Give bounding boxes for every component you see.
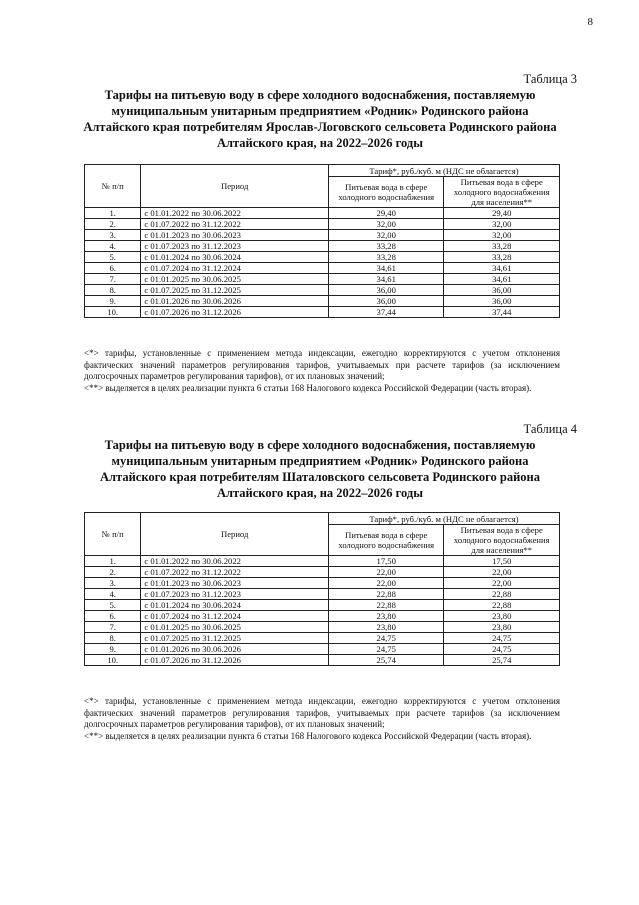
row-value-population: 34,61 [444, 263, 560, 274]
table-4-title [80, 437, 560, 501]
row-num: 5. [85, 252, 141, 263]
row-value-water: 33,28 [328, 241, 444, 252]
row-period: с 01.01.2026 по 30.06.2026 [141, 296, 329, 307]
header-tariff: Тариф*, руб./куб. м (НДС не облагается) [328, 513, 559, 525]
row-value-population: 33,28 [444, 241, 560, 252]
row-value-water: 23,80 [328, 611, 444, 622]
header-water-population: Питьевая вода в сфере холодного водоснабжения для населения** [444, 525, 560, 556]
row-num: 1. [85, 556, 141, 567]
table-row [85, 296, 560, 307]
header-water: Питьевая вода в сфере холодного водоснабжения [328, 525, 444, 556]
table-row [85, 589, 560, 600]
row-value-water: 22,00 [328, 567, 444, 578]
row-value-population: 29,40 [444, 208, 560, 219]
row-num: 9. [85, 644, 141, 655]
header-num: № п/п [85, 165, 141, 208]
footnote: <*> тарифы, установленные с применением метода индексации, ежегодно корректируются с учетом отклонения фактических значений параметров регулирования тарифов, учитываемых при расчете тарифов (за исключением долгосрочных параметров регулирования тарифов), от их плановых значений; [84, 348, 560, 381]
tariff-table-3 [84, 164, 560, 318]
row-value-water: 25,74 [328, 655, 444, 666]
table-row [85, 600, 560, 611]
row-value-population: 33,28 [444, 252, 560, 263]
header-water-population: Питьевая вода в сфере холодного водоснабжения для населения** [444, 177, 560, 208]
row-num: 6. [85, 611, 141, 622]
row-value-water: 34,61 [328, 263, 444, 274]
table-row [85, 644, 560, 655]
row-period: с 01.01.2023 по 30.06.2023 [141, 578, 329, 589]
header-period: Период [141, 165, 329, 208]
table-row [85, 622, 560, 633]
table-row [85, 655, 560, 666]
row-num: 2. [85, 567, 141, 578]
row-period: с 01.07.2026 по 31.12.2026 [141, 307, 329, 318]
row-value-population: 34,61 [444, 274, 560, 285]
row-value-water: 29,40 [328, 208, 444, 219]
table-row [85, 611, 560, 622]
row-value-population: 36,00 [444, 296, 560, 307]
footnote: <**> выделяется в целях реализации пункта 6 статьи 168 Налогового кодекса Российской Федерации (часть вторая). [84, 382, 532, 393]
row-period: с 01.01.2023 по 30.06.2023 [141, 230, 329, 241]
table-3-title [80, 87, 560, 151]
title-line: Алтайского края потребителям Шаталовского сельсовета Родинского района [100, 470, 540, 484]
footnote: <**> выделяется в целях реализации пункта 6 статьи 168 Налогового кодекса Российской Федерации (часть вторая). [84, 730, 532, 741]
title-line: Алтайского края, на 2022–2026 годы [216, 486, 424, 500]
title-line: Алтайского края, на 2022–2026 годы [216, 136, 424, 150]
table-row [85, 307, 560, 318]
row-num: 8. [85, 633, 141, 644]
table-row [85, 567, 560, 578]
header-water: Питьевая вода в сфере холодного водоснабжения [328, 177, 444, 208]
row-period: с 01.07.2026 по 31.12.2026 [141, 655, 329, 666]
row-value-water: 22,88 [328, 600, 444, 611]
row-num: 6. [85, 263, 141, 274]
row-value-water: 24,75 [328, 633, 444, 644]
title-line: Тарифы на питьевую воду в сфере холодного водоснабжения, поставляемую [104, 438, 536, 452]
row-value-water: 32,00 [328, 230, 444, 241]
row-value-water: 36,00 [328, 296, 444, 307]
row-value-water: 23,80 [328, 622, 444, 633]
header-tariff: Тариф*, руб./куб. м (НДС не облагается) [328, 165, 559, 177]
row-period: с 01.01.2024 по 30.06.2024 [141, 600, 329, 611]
row-period: с 01.07.2022 по 31.12.2022 [141, 219, 329, 230]
table-row [85, 219, 560, 230]
row-value-population: 17,50 [444, 556, 560, 567]
row-value-population: 32,00 [444, 230, 560, 241]
row-num: 3. [85, 230, 141, 241]
table-3-caption: Таблица 3 [523, 72, 577, 86]
row-period: с 01.07.2024 по 31.12.2024 [141, 611, 329, 622]
row-value-water: 32,00 [328, 219, 444, 230]
tariff-table-4 [84, 512, 560, 666]
table-row [85, 578, 560, 589]
row-value-water: 37,44 [328, 307, 444, 318]
row-value-water: 24,75 [328, 644, 444, 655]
table-row [85, 263, 560, 274]
table-row [85, 230, 560, 241]
row-period: с 01.01.2022 по 30.06.2022 [141, 556, 329, 567]
row-num: 1. [85, 208, 141, 219]
row-num: 9. [85, 296, 141, 307]
table-row [85, 241, 560, 252]
row-value-water: 34,61 [328, 274, 444, 285]
row-value-population: 22,88 [444, 600, 560, 611]
row-period: с 01.07.2022 по 31.12.2022 [141, 567, 329, 578]
table-row [85, 252, 560, 263]
row-period: с 01.01.2025 по 30.06.2025 [141, 274, 329, 285]
row-value-population: 37,44 [444, 307, 560, 318]
row-period: с 01.07.2023 по 31.12.2023 [141, 241, 329, 252]
row-num: 2. [85, 219, 141, 230]
row-value-population: 36,00 [444, 285, 560, 296]
row-period: с 01.01.2022 по 30.06.2022 [141, 208, 329, 219]
row-period: с 01.01.2026 по 30.06.2026 [141, 644, 329, 655]
row-period: с 01.01.2025 по 30.06.2025 [141, 622, 329, 633]
row-period: с 01.07.2025 по 31.12.2025 [141, 633, 329, 644]
row-value-population: 23,80 [444, 611, 560, 622]
row-value-population: 22,00 [444, 567, 560, 578]
row-period: с 01.07.2023 по 31.12.2023 [141, 589, 329, 600]
row-value-population: 32,00 [444, 219, 560, 230]
row-num: 4. [85, 241, 141, 252]
header-period: Период [141, 513, 329, 556]
header-num: № п/п [85, 513, 141, 556]
row-value-population: 25,74 [444, 655, 560, 666]
row-num: 10. [85, 655, 141, 666]
table-4-notes [84, 696, 560, 742]
row-num: 10. [85, 307, 141, 318]
row-value-population: 24,75 [444, 644, 560, 655]
row-value-water: 36,00 [328, 285, 444, 296]
row-value-water: 17,50 [328, 556, 444, 567]
row-value-water: 22,88 [328, 589, 444, 600]
row-num: 4. [85, 589, 141, 600]
row-value-population: 22,88 [444, 589, 560, 600]
table-row [85, 274, 560, 285]
row-num: 5. [85, 600, 141, 611]
table-3-notes [84, 348, 560, 394]
row-period: с 01.01.2024 по 30.06.2024 [141, 252, 329, 263]
row-value-population: 23,80 [444, 622, 560, 633]
table-4-caption: Таблица 4 [523, 422, 577, 436]
row-period: с 01.07.2025 по 31.12.2025 [141, 285, 329, 296]
table-row [85, 285, 560, 296]
table-row [85, 208, 560, 219]
row-num: 7. [85, 622, 141, 633]
row-num: 8. [85, 285, 141, 296]
title-line: муниципальным унитарным предприятием «Родник» Родинского района [111, 104, 529, 118]
row-period: с 01.07.2024 по 31.12.2024 [141, 263, 329, 274]
row-num: 3. [85, 578, 141, 589]
row-value-water: 33,28 [328, 252, 444, 263]
title-line: муниципальным унитарным предприятием «Родник» Родинского района [111, 454, 529, 468]
row-value-water: 22,00 [328, 578, 444, 589]
page-number: 8 [587, 16, 593, 28]
title-line: Алтайского края потребителям Ярослав-Логовского сельсовета Родинского района [83, 120, 557, 134]
row-value-population: 22,00 [444, 578, 560, 589]
footnote: <*> тарифы, установленные с применением метода индексации, ежегодно корректируются с учетом отклонения фактических значений параметров регулирования тарифов, учитываемых при расчете тарифов (за исключением долгосрочных параметров регулирования тарифов), от их плановых значений; [84, 696, 560, 729]
title-line: Тарифы на питьевую воду в сфере холодного водоснабжения, поставляемую [104, 88, 536, 102]
table-row [85, 633, 560, 644]
row-num: 7. [85, 274, 141, 285]
table-row [85, 556, 560, 567]
row-value-population: 24,75 [444, 633, 560, 644]
